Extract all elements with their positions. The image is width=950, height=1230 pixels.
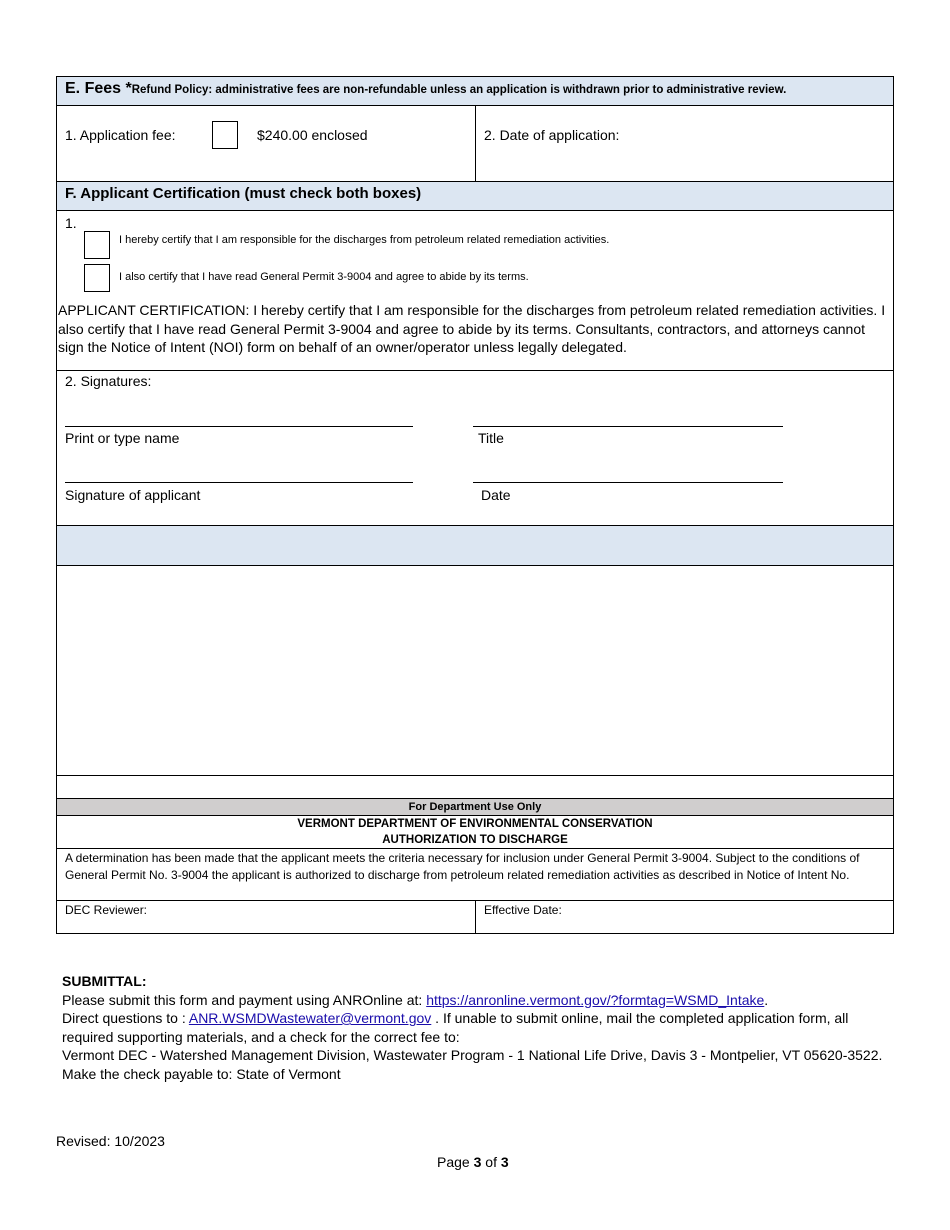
page-number <box>437 1154 509 1170</box>
submittal-address: Vermont DEC - Watershed Management Division, Wastewater Program - 1 National Life Drive, Davis 3 - Montpelier, VT 05620-3522. <box>62 1047 883 1063</box>
submittal-online-text: Please submit this form and payment using ANROnline at: <box>62 991 423 1008</box>
certify-read-permit-checkbox[interactable] <box>84 264 110 292</box>
agency-name: VERMONT DEPARTMENT OF ENVIRONMENTAL CONSERVATION <box>297 818 653 830</box>
certify-responsible-text: I hereby certify that I am responsible for the discharges from petroleum related remediation activities. <box>119 234 610 246</box>
fees-row <box>56 105 476 182</box>
blank-header-band <box>56 525 894 566</box>
signature-label: Signature of applicant <box>65 487 201 503</box>
title-line[interactable] <box>473 426 783 427</box>
determination-block <box>56 848 894 901</box>
department-use-only-label: For Department Use Only <box>408 801 542 813</box>
authorization-title: AUTHORIZATION TO DISCHARGE <box>382 834 568 846</box>
submittal-section <box>62 972 902 1083</box>
effective-date-label: Effective Date: <box>484 903 562 917</box>
email-link[interactable]: ANR.WSMDWastewater@vermont.gov <box>188 1010 432 1026</box>
applicant-certification-statement: APPLICANT CERTIFICATION: I hereby certify that I am responsible for the discharges from petroleum related remediation activities. I also certify that I have read General Permit 3-9004 and agree to abide by its terms. Consultants, contractors, and attorneys cannot sign the Notice of Intent (NOI) form on behalf of an owner/operator unless legally delegated. <box>58 302 886 355</box>
application-fee-label: 1. Application fee: <box>65 127 176 143</box>
submittal-questions-text: Direct questions to : <box>62 1010 186 1026</box>
date-label: Date <box>481 487 511 503</box>
fee-enclosed-checkbox[interactable] <box>212 121 238 149</box>
submittal-payable: Make the check payable to: State of Vermont <box>62 1065 341 1082</box>
fees-header <box>56 76 894 106</box>
application-fee-amount: $240.00 enclosed <box>257 127 368 143</box>
refund-policy: Refund Policy: administrative fees are non-refundable unless an application is withdrawn prior to administrative review. <box>131 84 787 96</box>
dec-reviewer-label: DEC Reviewer: <box>65 903 148 917</box>
blank-spacer-row <box>56 775 894 799</box>
certification-header <box>56 181 894 211</box>
print-name-label: Print or type name <box>65 430 180 446</box>
blank-area <box>56 565 894 776</box>
date-of-application-label: 2. Date of application: <box>484 127 620 143</box>
agency-block <box>56 815 894 849</box>
page-current: 3 <box>473 1154 482 1170</box>
signatures-section <box>56 370 894 526</box>
certify-read-permit-text: I also certify that I have read General Permit 3-9004 and agree to abide by its terms. <box>119 271 529 283</box>
dec-reviewer-cell <box>56 900 476 934</box>
submittal-mail-text: . If unable to submit online, mail the completed application form, all required supporting materials, and a check for the correct fee to: <box>62 1010 849 1045</box>
submittal-line-questions <box>62 1009 902 1046</box>
date-of-application-cell[interactable] <box>475 105 894 182</box>
determination-text: A determination has been made that the applicant meets the criteria necessary for inclusion under General Permit 3-9004. Subject to the conditions of General Permit No. 3-9004 the applicant is authorized to discharge from petroleum related remediation activities as described in Notice of Intent No. <box>65 851 860 882</box>
anronline-link[interactable]: https://anronline.vermont.gov/?formtag=WSMD_Intake <box>426 991 765 1008</box>
certify-responsible-checkbox[interactable] <box>84 231 110 259</box>
revised-date: Revised: 10/2023 <box>56 1133 165 1149</box>
department-use-only-bar <box>56 798 894 816</box>
signatures-label: 2. Signatures: <box>65 373 152 389</box>
page-of-word: of <box>485 1154 497 1170</box>
certification-body <box>56 210 894 371</box>
print-name-line[interactable] <box>65 426 413 427</box>
fees-heading: E. Fees * <box>65 80 132 97</box>
page-total: 3 <box>500 1154 509 1170</box>
page-word: Page <box>437 1154 470 1170</box>
certification-heading: F. Applicant Certification (must check both boxes) <box>65 185 422 202</box>
submittal-line-online <box>62 991 902 1010</box>
submittal-online-period: . <box>764 991 769 1008</box>
signature-line[interactable] <box>65 482 413 483</box>
certification-item-number: 1. <box>65 215 77 231</box>
submittal-heading: SUBMITTAL: <box>62 973 147 989</box>
effective-date-cell <box>475 900 894 934</box>
title-label: Title <box>478 430 504 446</box>
date-line[interactable] <box>473 482 783 483</box>
